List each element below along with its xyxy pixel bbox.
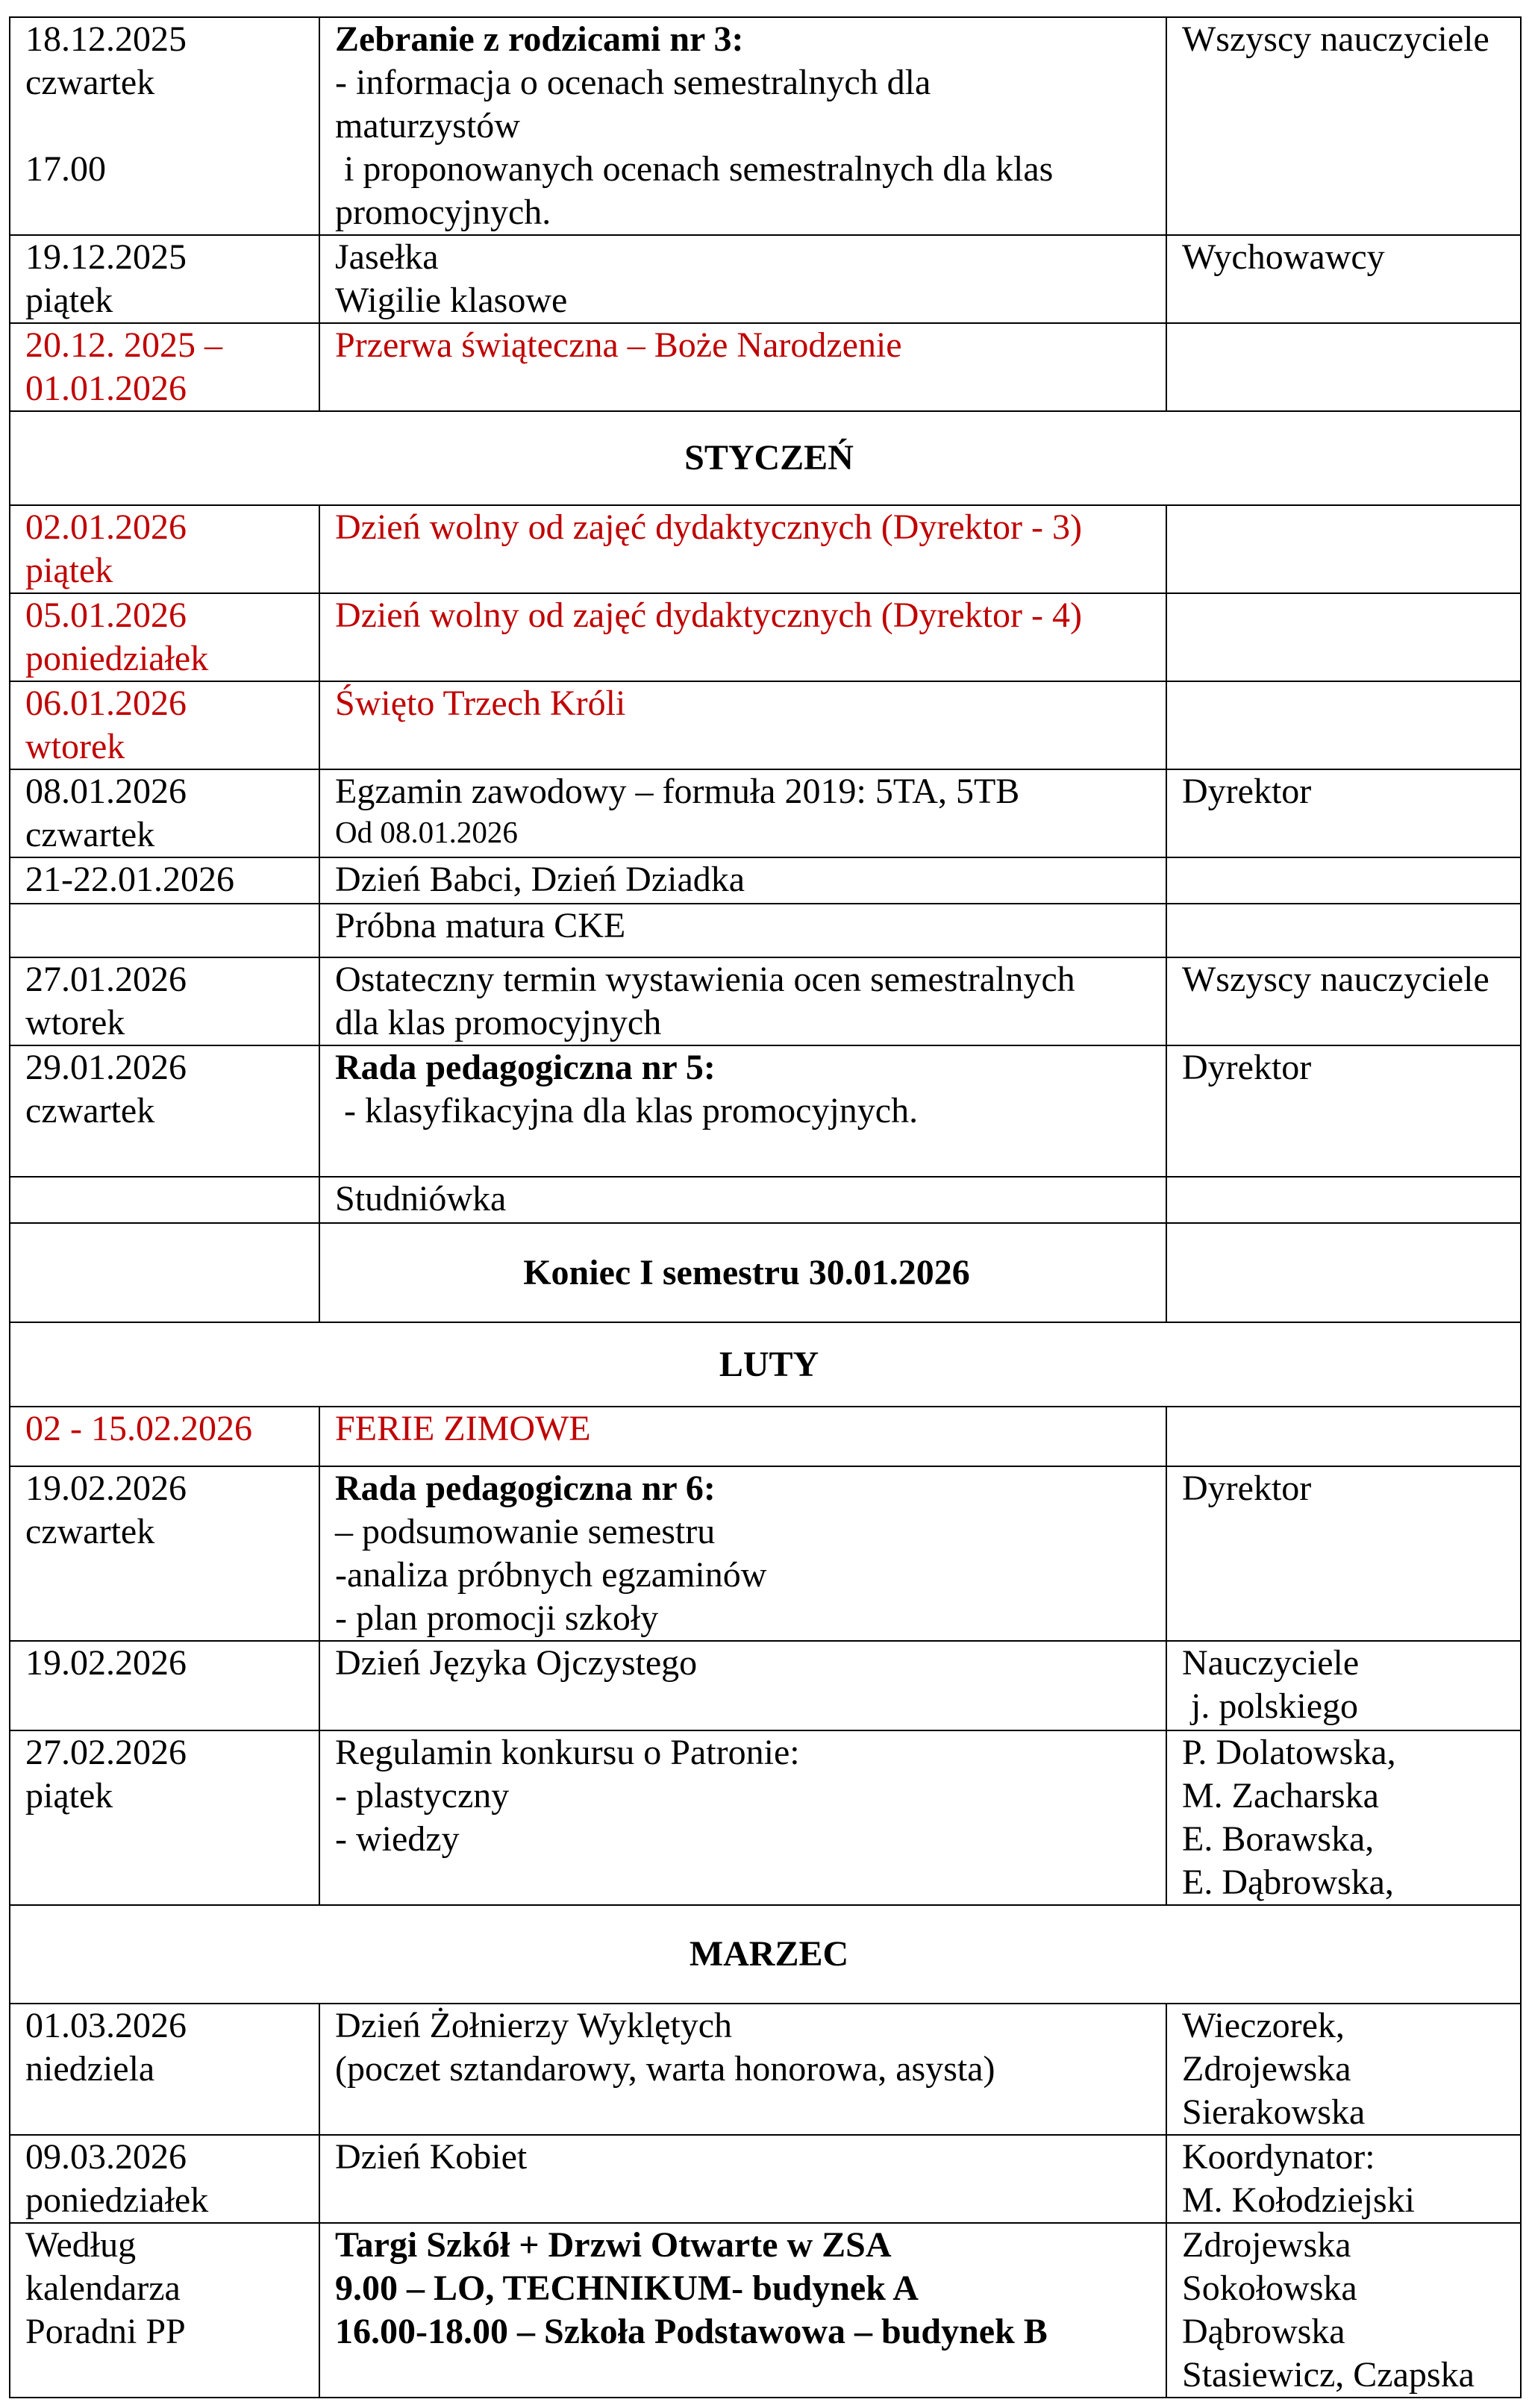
month-header-row	[10, 1905, 1521, 2004]
table-row	[10, 505, 1521, 593]
date-text: 01.03.2026	[25, 2006, 187, 2045]
date-cell	[10, 323, 319, 411]
event-line: – podsumowanie semestru	[335, 1512, 716, 1551]
table-row	[10, 2223, 1521, 2398]
date-text: Według	[25, 2225, 137, 2265]
responsible-text: P. Dolatowska,	[1182, 1733, 1396, 1772]
event-line: (poczet sztandarowy, warta honorowa, asysta)	[335, 2049, 995, 2089]
table-row	[10, 857, 1521, 904]
month-header: MARZEC	[10, 1905, 1521, 2004]
month-header-row	[10, 411, 1521, 505]
responsible-cell	[1166, 593, 1521, 681]
date-cell	[10, 1730, 319, 1905]
event-cell	[319, 2135, 1166, 2223]
table-row	[10, 904, 1521, 957]
date-cell	[10, 1407, 319, 1466]
date-cell	[10, 2223, 319, 2398]
table-row	[10, 1466, 1521, 1641]
event-line: Dzień Kobiet	[335, 2137, 528, 2177]
date-cell	[10, 1223, 319, 1322]
event-line: Ostateczny termin wystawienia ocen semestralnych	[335, 960, 1075, 999]
table-row	[10, 681, 1521, 769]
table-row	[10, 323, 1521, 411]
responsible-cell	[1166, 769, 1521, 857]
event-line: promocyjnych.	[335, 193, 551, 232]
event-title: Rada pedagogiczna nr 5:	[335, 1048, 716, 1087]
table-row	[10, 1045, 1521, 1177]
date-cell	[10, 957, 319, 1045]
date-cell	[10, 1466, 319, 1641]
event-line: Próbna matura CKE	[335, 906, 626, 945]
event-line: - wiedzy	[335, 1819, 460, 1859]
event-line: 9.00 – LO, TECHNIKUM- budynek A	[335, 2268, 919, 2308]
event-cell	[319, 505, 1166, 593]
date-text: Poradni PP	[25, 2312, 186, 2351]
event-cell	[319, 2223, 1166, 2398]
responsible-cell	[1166, 1045, 1521, 1177]
event-note: Od 08.01.2026	[335, 815, 518, 849]
table-row	[10, 1177, 1521, 1223]
date-cell	[10, 505, 319, 593]
event-cell	[319, 17, 1166, 235]
event-cell	[319, 1641, 1166, 1730]
responsible-text: Sierakowska	[1182, 2092, 1366, 2132]
date-text: 18.12.2025	[25, 19, 187, 59]
date-text: 21-22.01.2026	[25, 860, 234, 899]
event-line: FERIE ZIMOWE	[335, 1409, 591, 1448]
table-row	[10, 1641, 1521, 1730]
date-cell	[10, 681, 319, 769]
event-line: Dzień wolny od zajęć dydaktycznych (Dyrektor - 3)	[335, 507, 1082, 547]
responsible-text: Wychowawcy	[1182, 237, 1385, 277]
date-text: kalendarza	[25, 2268, 181, 2308]
date-cell	[10, 2135, 319, 2223]
responsible-text: Koordynator:	[1182, 2137, 1375, 2177]
event-line: Przerwa świąteczna – Boże Narodzenie	[335, 325, 902, 365]
date-text: 02 - 15.02.2026	[25, 1409, 252, 1448]
date-text: 20.12. 2025 –	[25, 325, 222, 365]
date-cell	[10, 1641, 319, 1730]
table-row	[10, 2135, 1521, 2223]
event-line: Wigilie klasowe	[335, 281, 568, 320]
event-line: Studniówka	[335, 1179, 507, 1219]
responsible-cell	[1166, 1223, 1521, 1322]
responsible-cell	[1166, 505, 1521, 593]
event-cell	[319, 2004, 1166, 2135]
responsible-text: M. Zacharska	[1182, 1776, 1379, 1816]
table-row	[10, 2004, 1521, 2135]
event-line: Jasełka	[335, 237, 439, 277]
responsible-cell	[1166, 1730, 1521, 1905]
responsible-text: j. polskiego	[1182, 1686, 1358, 1726]
event-line: i proponowanych ocenach semestralnych dla klas	[335, 149, 1054, 189]
date-text: 29.01.2026	[25, 1048, 187, 1087]
responsible-text: E. Borawska,	[1182, 1819, 1375, 1859]
table-row	[10, 1223, 1521, 1322]
weekday-text: niedziela	[25, 2049, 155, 2089]
responsible-text: Dąbrowska	[1182, 2312, 1345, 2351]
date-text: 27.02.2026	[25, 1733, 187, 1772]
event-line: Dzień Babci, Dzień Dziadka	[335, 860, 745, 899]
responsible-cell	[1166, 1466, 1521, 1641]
date-text: 09.03.2026	[25, 2137, 187, 2177]
event-cell	[319, 235, 1166, 323]
responsible-text: M. Kołodziejski	[1182, 2180, 1415, 2220]
month-header: STYCZEŃ	[10, 411, 1521, 505]
table-row	[10, 1730, 1521, 1905]
responsible-cell	[1166, 2004, 1521, 2135]
responsible-cell	[1166, 957, 1521, 1045]
event-cell	[319, 1177, 1166, 1223]
date-cell	[10, 857, 319, 904]
date-text: 06.01.2026	[25, 684, 187, 723]
responsible-cell	[1166, 1641, 1521, 1730]
date-cell	[10, 593, 319, 681]
table-row	[10, 769, 1521, 857]
responsible-text: Zdrojewska	[1182, 2225, 1351, 2265]
date-text: 05.01.2026	[25, 595, 187, 635]
event-cell	[319, 323, 1166, 411]
responsible-text: Wieczorek,	[1182, 2006, 1345, 2045]
event-cell	[319, 957, 1166, 1045]
responsible-cell	[1166, 323, 1521, 411]
event-cell	[319, 681, 1166, 769]
responsible-cell	[1166, 2135, 1521, 2223]
weekday-text: piątek	[25, 551, 113, 590]
event-line: maturzystów	[335, 106, 520, 146]
event-cell	[319, 904, 1166, 957]
weekday-text: wtorek	[25, 727, 125, 766]
date-cell	[10, 2004, 319, 2135]
event-cell	[319, 593, 1166, 681]
calendar-table	[9, 16, 1522, 2398]
table-row	[10, 957, 1521, 1045]
event-cell	[319, 1730, 1166, 1905]
date-cell	[10, 904, 319, 957]
month-header-row	[10, 1322, 1521, 1407]
date-text: 19.12.2025	[25, 237, 187, 277]
responsible-cell	[1166, 1407, 1521, 1466]
weekday-text: czwartek	[25, 1512, 155, 1551]
table-row	[10, 1407, 1521, 1466]
event-line: Regulamin konkursu o Patronie:	[335, 1733, 800, 1772]
event-line: dla klas promocyjnych	[335, 1003, 662, 1042]
responsible-text: E. Dąbrowska,	[1182, 1863, 1394, 1902]
table-row	[10, 17, 1521, 235]
responsible-text: Dyrektor	[1182, 1469, 1312, 1508]
responsible-cell	[1166, 235, 1521, 323]
date-text: 27.01.2026	[25, 960, 187, 999]
event-line: Dzień wolny od zajęć dydaktycznych (Dyrektor - 4)	[335, 595, 1082, 635]
event-line: Egzamin zawodowy – formuła 2019: 5TA, 5TB	[335, 772, 1020, 811]
date-cell	[10, 769, 319, 857]
event-line: Święto Trzech Króli	[335, 684, 626, 723]
event-line: - informacja o ocenach semestralnych dla	[335, 63, 931, 102]
responsible-cell	[1166, 681, 1521, 769]
event-line: - plastyczny	[335, 1776, 510, 1816]
weekday-text: wtorek	[25, 1003, 125, 1042]
date-cell	[10, 1045, 319, 1177]
event-cell	[319, 1045, 1166, 1177]
date-cell	[10, 17, 319, 235]
table-row	[10, 593, 1521, 681]
responsible-text: Stasiewicz, Czapska	[1182, 2355, 1475, 2395]
event-cell	[319, 1466, 1166, 1641]
responsible-cell	[1166, 2223, 1521, 2398]
event-cell	[319, 857, 1166, 904]
date-text: 01.01.2026	[25, 369, 187, 408]
responsible-text: Wszyscy nauczyciele	[1182, 19, 1489, 59]
event-title: Rada pedagogiczna nr 6:	[335, 1469, 716, 1508]
table-row	[10, 235, 1521, 323]
date-cell	[10, 235, 319, 323]
weekday-text: piątek	[25, 281, 113, 320]
event-line: - plan promocji szkoły	[335, 1598, 659, 1638]
weekday-text: poniedziałek	[25, 639, 209, 678]
weekday-text: czwartek	[25, 815, 155, 854]
date-text: 02.01.2026	[25, 507, 187, 547]
responsible-text: Zdrojewska	[1182, 2049, 1351, 2089]
event-title: Zebranie z rodzicami nr 3:	[335, 19, 744, 59]
date-text: 08.01.2026	[25, 772, 187, 811]
event-line: 16.00-18.00 – Szkoła Podstawowa – budynek B	[335, 2312, 1048, 2351]
event-line: Dzień Języka Ojczystego	[335, 1643, 698, 1683]
responsible-cell	[1166, 904, 1521, 957]
weekday-text: piątek	[25, 1776, 113, 1816]
event-line: -analiza próbnych egzaminów	[335, 1555, 767, 1595]
responsible-cell	[1166, 1177, 1521, 1223]
responsible-text: Nauczyciele	[1182, 1643, 1360, 1683]
weekday-text: czwartek	[25, 63, 155, 102]
date-text: 19.02.2026	[25, 1643, 187, 1683]
responsible-text: Wszyscy nauczyciele	[1182, 960, 1489, 999]
event-cell	[319, 769, 1166, 857]
weekday-text: czwartek	[25, 1091, 155, 1130]
responsible-cell	[1166, 17, 1521, 235]
event-cell	[319, 1407, 1166, 1466]
responsible-text: Sokołowska	[1182, 2268, 1357, 2308]
responsible-text: Dyrektor	[1182, 1048, 1312, 1087]
date-cell	[10, 1177, 319, 1223]
month-header: LUTY	[10, 1322, 1521, 1407]
event-line: - klasyfikacyjna dla klas promocyjnych.	[335, 1091, 919, 1130]
school-calendar-document	[9, 16, 1520, 2398]
event-title: Targi Szkół + Drzwi Otwarte w ZSA	[335, 2225, 892, 2265]
date-text: 19.02.2026	[25, 1469, 187, 1508]
responsible-text: Dyrektor	[1182, 772, 1312, 811]
responsible-cell	[1166, 857, 1521, 904]
weekday-text: poniedziałek	[25, 2180, 209, 2220]
semester-end-label: Koniec I semestru 30.01.2026	[319, 1223, 1166, 1322]
event-line: Dzień Żołnierzy Wyklętych	[335, 2006, 733, 2045]
time-text: 17.00	[25, 149, 106, 189]
